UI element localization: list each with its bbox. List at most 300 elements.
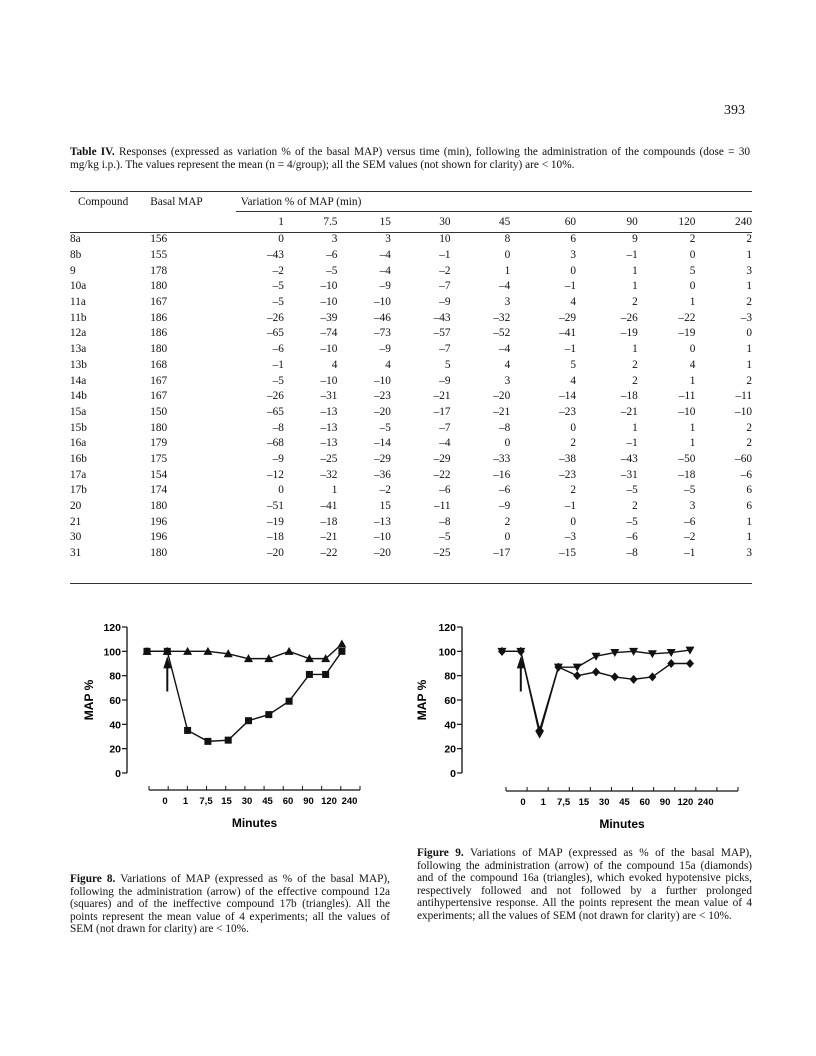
compound-cell: 16a [70, 437, 87, 450]
value-cell: 2 [504, 515, 511, 528]
basal-cell: 186 [150, 311, 168, 324]
basal-cell: 154 [150, 468, 168, 481]
value-cell: –1 [626, 437, 638, 450]
value-cell: –38 [559, 452, 577, 465]
value-cell: 1 [689, 437, 696, 450]
value-cell: –43 [620, 452, 638, 465]
value-cell: –2 [439, 264, 451, 277]
basal-cell: 167 [150, 296, 168, 309]
y-tick-label: 120 [103, 622, 121, 634]
value-cell: –20 [373, 547, 391, 560]
value-cell: –1 [684, 547, 696, 560]
data-point [686, 659, 694, 668]
data-point [648, 672, 656, 681]
compound-cell: 13a [70, 343, 87, 356]
value-cell: –10 [320, 374, 338, 387]
x-tick-label: 15 [578, 797, 590, 808]
value-cell: 2 [632, 500, 638, 513]
time-header: 15 [379, 215, 391, 228]
figure9-caption [417, 847, 752, 923]
data-point [337, 640, 346, 648]
table-caption-label: Table IV. [70, 146, 115, 158]
value-cell: 1 [331, 484, 338, 497]
y-tick-label: 100 [103, 646, 121, 659]
value-cell: –11 [434, 500, 451, 513]
value-cell: –4 [379, 249, 391, 262]
value-cell: 1 [632, 280, 638, 293]
data-point [573, 671, 581, 680]
value-cell: 1 [746, 358, 752, 371]
value-cell: –8 [626, 547, 638, 560]
x-tick-label: 120 [321, 796, 337, 807]
value-cell: 1 [632, 421, 638, 434]
value-cell: 3 [746, 264, 752, 277]
value-cell: –18 [620, 390, 638, 403]
y-tick-label: 60 [109, 695, 121, 707]
value-cell: 3 [385, 233, 391, 246]
value-cell: –23 [373, 390, 391, 403]
value-cell: 0 [504, 249, 511, 262]
compound-cell: 16b [70, 452, 87, 465]
value-cell: –51 [267, 500, 284, 513]
value-cell: 5 [444, 358, 451, 371]
y-tick-label: 60 [444, 695, 456, 707]
table-row [70, 405, 752, 421]
value-cell: –21 [433, 390, 451, 403]
value-cell: –17 [493, 547, 511, 560]
data-point [245, 717, 252, 724]
value-cell: 4 [570, 374, 577, 387]
value-cell: 0 [570, 264, 577, 277]
series-line [147, 644, 342, 659]
y-tick-label: 80 [444, 670, 456, 683]
value-cell: 1 [689, 296, 696, 309]
basal-cell: 186 [150, 327, 168, 340]
time-header: 120 [678, 215, 696, 228]
value-cell: –5 [272, 296, 284, 309]
value-cell: –25 [320, 452, 338, 465]
value-cell: –19 [267, 515, 284, 528]
value-cell: 1 [746, 280, 752, 293]
data-point [306, 671, 313, 678]
value-cell: –39 [320, 311, 338, 324]
x-axis-label: Minutes [231, 816, 278, 830]
value-cell: 9 [632, 233, 638, 246]
value-cell: 0 [278, 233, 284, 246]
value-cell: 0 [570, 421, 577, 434]
basal-cell: 196 [150, 531, 168, 544]
value-cell: –20 [267, 547, 284, 560]
table-row [70, 514, 752, 530]
time-header: 30 [439, 215, 451, 228]
time-header: 45 [498, 215, 511, 228]
value-cell: –10 [735, 405, 752, 418]
value-cell: 0 [504, 531, 511, 544]
value-cell: –65 [267, 405, 284, 418]
value-cell: –10 [320, 280, 338, 293]
value-cell: –41 [320, 500, 338, 513]
value-cell: –8 [439, 515, 451, 528]
value-cell: 2 [689, 233, 696, 246]
time-header: 240 [735, 215, 752, 228]
value-cell: –10 [373, 531, 391, 544]
x-tick-label: 120 [677, 797, 694, 808]
value-cell: 2 [570, 484, 577, 497]
value-cell: –11 [735, 390, 752, 403]
value-cell: –29 [433, 452, 451, 465]
value-cell: 1 [746, 343, 752, 356]
value-cell: –3 [564, 531, 577, 544]
header-variation: Variation % of MAP (min) [240, 195, 362, 208]
value-cell: –10 [320, 296, 338, 309]
compound-cell: 9 [70, 264, 76, 277]
value-cell: –6 [439, 484, 451, 497]
y-tick-label: 100 [438, 646, 456, 659]
value-cell: 1 [504, 264, 511, 277]
value-cell: –7 [439, 280, 451, 293]
data-table [70, 192, 752, 561]
value-cell: –5 [272, 374, 284, 387]
value-cell: –5 [272, 280, 284, 293]
series-line [502, 650, 690, 734]
value-cell: –20 [493, 390, 511, 403]
table-row [70, 546, 752, 562]
value-cell: 6 [746, 500, 752, 513]
value-cell: –60 [735, 452, 752, 465]
figure8-caption-label: Figure 8. [70, 873, 116, 885]
table-row [70, 389, 752, 405]
data-point [592, 668, 600, 677]
value-cell: –2 [379, 484, 391, 497]
value-cell: –29 [559, 311, 577, 324]
data-point [535, 731, 544, 739]
value-cell: –22 [678, 311, 696, 324]
x-tick-label: 90 [659, 797, 671, 808]
value-cell: –26 [620, 311, 638, 324]
value-cell: 2 [746, 296, 752, 309]
value-cell: –36 [373, 468, 391, 481]
value-cell: –46 [373, 311, 391, 324]
table-row [70, 436, 752, 452]
value-cell: –22 [320, 547, 338, 560]
value-cell: 6 [746, 484, 752, 497]
value-cell: –1 [626, 249, 638, 262]
value-cell: –1 [564, 500, 577, 513]
table-row [70, 326, 752, 342]
table-caption-text: Responses (expressed as variation % of the basal MAP) versus time (min), following the administration of the compounds (dose = 30 mg/kg i.p.). The values represent the mean (n = 4/group); all the SEM values (not shown for clarity) are < 10%. [70, 146, 751, 171]
data-point [648, 650, 657, 658]
value-cell: 4 [385, 358, 391, 371]
x-tick-label: 1 [182, 796, 189, 807]
value-cell: –31 [620, 468, 638, 481]
value-cell: –18 [320, 515, 338, 528]
y-tick-label: 20 [109, 743, 121, 756]
x-axis-label: Minutes [599, 817, 645, 831]
value-cell: –32 [493, 311, 511, 324]
y-tick-label: 0 [450, 768, 456, 780]
table-bottom-rule [70, 583, 752, 584]
value-cell: –21 [620, 405, 638, 418]
data-point [592, 653, 601, 661]
x-tick-label: 45 [262, 796, 273, 807]
basal-cell: 180 [150, 343, 168, 356]
x-tick-label: 90 [303, 796, 314, 807]
value-cell: –1 [564, 280, 577, 293]
table-row [70, 483, 752, 499]
data-point [286, 698, 293, 705]
value-cell: –5 [439, 531, 451, 544]
figure8-caption [70, 873, 390, 936]
value-cell: –33 [493, 452, 511, 465]
value-cell: –1 [439, 249, 451, 262]
compound-cell: 17b [70, 484, 87, 497]
basal-cell: 155 [150, 249, 168, 262]
value-cell: –13 [320, 437, 338, 450]
data-point [265, 711, 272, 718]
x-tick-label: 240 [341, 796, 358, 807]
table-time-row [70, 212, 752, 232]
data-point [338, 648, 345, 655]
x-tick-label: 60 [282, 796, 294, 807]
value-cell: 3 [331, 233, 338, 246]
table-row [70, 310, 752, 326]
value-cell: –1 [564, 343, 577, 356]
y-tick-label: 80 [109, 670, 121, 683]
header-compound: Compound [78, 195, 129, 208]
value-cell: 2 [632, 374, 638, 387]
value-cell: 1 [632, 264, 638, 277]
figure9-caption-text: Variations of MAP (expressed as % of the basal MAP), following the administration (arrow) of the compound 15a (diamonds) and of the compound 16a (triangles), which evoked hypotensive picks, respectively followed and not followed by a further prolonged antihypertensive response. All the points represent the mean value of 4 experiments; all the values of SEM (not drawn for clarity) are < 10%. [417, 847, 753, 922]
value-cell: –8 [272, 421, 284, 434]
value-cell: 4 [689, 358, 696, 371]
value-cell: 4 [570, 296, 577, 309]
value-cell: –20 [373, 405, 391, 418]
compound-cell: 20 [70, 500, 82, 513]
value-cell: –11 [678, 390, 696, 403]
header-basal: Basal MAP [150, 195, 203, 208]
x-tick-label: 7,5 [199, 796, 213, 807]
value-cell: –13 [320, 405, 338, 418]
compound-cell: 10a [70, 280, 87, 293]
value-cell: –43 [433, 311, 451, 324]
value-cell: 0 [278, 484, 284, 497]
data-point [322, 671, 329, 678]
table-row [70, 279, 752, 295]
table-row [70, 467, 752, 483]
compound-cell: 15b [70, 421, 87, 434]
compound-cell: 8a [70, 233, 81, 246]
basal-cell: 175 [150, 452, 168, 465]
figure9-caption-label: Figure 9. [417, 847, 464, 859]
value-cell: 3 [504, 374, 511, 387]
basal-cell: 179 [150, 437, 168, 450]
value-cell: –52 [493, 327, 511, 340]
y-tick-label: 0 [115, 768, 121, 780]
value-cell: –19 [678, 327, 696, 340]
value-cell: –26 [267, 390, 284, 403]
value-cell: –6 [626, 531, 638, 544]
basal-cell: 180 [150, 500, 168, 513]
value-cell: 1 [689, 374, 696, 387]
data-point [611, 672, 619, 681]
data-point [630, 675, 638, 684]
table-row [70, 373, 752, 389]
value-cell: 2 [632, 358, 638, 371]
value-cell: –1 [272, 358, 284, 371]
value-cell: 0 [689, 343, 696, 356]
value-cell: 5 [570, 358, 577, 371]
value-cell: 0 [689, 280, 696, 293]
value-cell: –32 [320, 468, 338, 481]
compound-cell: 21 [70, 515, 82, 528]
value-cell: –2 [272, 264, 284, 277]
value-cell: 2 [746, 437, 752, 450]
value-cell: –7 [439, 421, 451, 434]
figure9-chart [400, 608, 750, 848]
value-cell: 3 [746, 547, 752, 560]
value-cell: 15 [379, 500, 391, 513]
table-row [70, 530, 752, 546]
table-row [70, 420, 752, 436]
basal-cell: 178 [150, 264, 168, 277]
time-header: 60 [564, 215, 577, 228]
x-tick-label: 240 [697, 797, 714, 808]
x-tick-label: 0 [520, 797, 526, 808]
value-cell: –5 [626, 484, 638, 497]
value-cell: –41 [559, 327, 577, 340]
data-point [225, 737, 232, 744]
value-cell: –17 [433, 405, 451, 418]
value-cell: –10 [373, 374, 391, 387]
value-cell: 10 [439, 233, 451, 246]
value-cell: –10 [373, 296, 391, 309]
basal-cell: 168 [150, 358, 168, 371]
table-row [70, 263, 752, 279]
value-cell: –26 [267, 311, 284, 324]
compound-cell: 17a [70, 468, 87, 481]
table-row [70, 248, 752, 264]
value-cell: –13 [373, 515, 391, 528]
x-tick-label: 0 [162, 796, 168, 807]
data-point [285, 647, 294, 655]
value-cell: 2 [746, 421, 752, 434]
x-tick-label: 60 [639, 797, 651, 808]
y-axis-label: MAP % [415, 679, 429, 721]
compound-cell: 11b [70, 311, 87, 324]
compound-cell: 31 [70, 547, 82, 560]
value-cell: –68 [267, 437, 284, 450]
value-cell: –9 [439, 374, 451, 387]
value-cell: –6 [326, 249, 338, 262]
basal-cell: 156 [150, 233, 168, 246]
x-tick-label: 30 [598, 797, 610, 808]
value-cell: –9 [498, 500, 511, 513]
value-cell: 1 [746, 249, 752, 262]
value-cell: –5 [326, 264, 338, 277]
data-point [204, 738, 211, 745]
value-cell: –4 [498, 343, 511, 356]
value-cell: 5 [689, 264, 696, 277]
value-cell: –9 [272, 452, 284, 465]
y-tick-label: 40 [109, 719, 121, 732]
value-cell: 0 [746, 327, 752, 340]
value-cell: –18 [678, 468, 696, 481]
value-cell: 2 [746, 374, 752, 387]
value-cell: 2 [632, 296, 638, 309]
value-cell: –3 [740, 311, 752, 324]
x-tick-label: 1 [540, 797, 546, 808]
compound-cell: 13b [70, 358, 87, 371]
x-tick-label: 30 [241, 796, 253, 807]
value-cell: –6 [740, 468, 752, 481]
value-cell: 3 [689, 500, 696, 513]
basal-cell: 180 [150, 547, 168, 560]
value-cell: –23 [559, 405, 577, 418]
value-cell: –5 [379, 421, 391, 434]
value-cell: –21 [320, 531, 338, 544]
value-cell: –73 [373, 327, 391, 340]
value-cell: 0 [689, 249, 696, 262]
compound-cell: 8b [70, 249, 82, 262]
value-cell: –5 [626, 515, 638, 528]
basal-cell: 150 [150, 405, 168, 418]
basal-cell: 167 [150, 374, 168, 387]
value-cell: 1 [689, 421, 696, 434]
figure8-chart [82, 608, 390, 848]
value-cell: 2 [746, 233, 752, 246]
y-tick-label: 20 [444, 743, 456, 756]
value-cell: –10 [678, 405, 696, 418]
table-caption [70, 146, 750, 172]
x-tick-label: 7,5 [556, 797, 571, 808]
value-cell: –57 [433, 327, 451, 340]
compound-cell: 11a [70, 296, 86, 309]
table-row [70, 452, 752, 468]
value-cell: –13 [320, 421, 338, 434]
value-cell: 1 [746, 531, 752, 544]
value-cell: –8 [498, 421, 511, 434]
value-cell: –2 [684, 531, 696, 544]
basal-cell: 167 [150, 390, 168, 403]
y-tick-label: 120 [438, 622, 456, 634]
value-cell: –12 [267, 468, 284, 481]
value-cell: –31 [320, 390, 338, 403]
value-cell: –14 [559, 390, 577, 403]
value-cell: –29 [373, 452, 391, 465]
value-cell: –6 [272, 343, 284, 356]
table-row [70, 295, 752, 311]
data-point [667, 659, 675, 668]
time-header: 90 [626, 215, 638, 228]
value-cell: –9 [379, 280, 391, 293]
value-cell: –43 [267, 249, 284, 262]
table-body [70, 232, 752, 561]
basal-cell: 180 [150, 421, 168, 434]
value-cell: –5 [684, 484, 696, 497]
value-cell: 8 [504, 233, 511, 246]
series-line [147, 651, 342, 741]
value-cell: –6 [684, 515, 696, 528]
time-header: 7.5 [323, 215, 338, 228]
value-cell: –4 [379, 264, 391, 277]
value-cell: –4 [498, 280, 511, 293]
value-cell: 1 [746, 515, 752, 528]
table-row [70, 358, 752, 374]
value-cell: 4 [331, 358, 338, 371]
value-cell: –14 [373, 437, 391, 450]
compound-cell: 14a [70, 374, 87, 387]
value-cell: 3 [570, 249, 577, 262]
